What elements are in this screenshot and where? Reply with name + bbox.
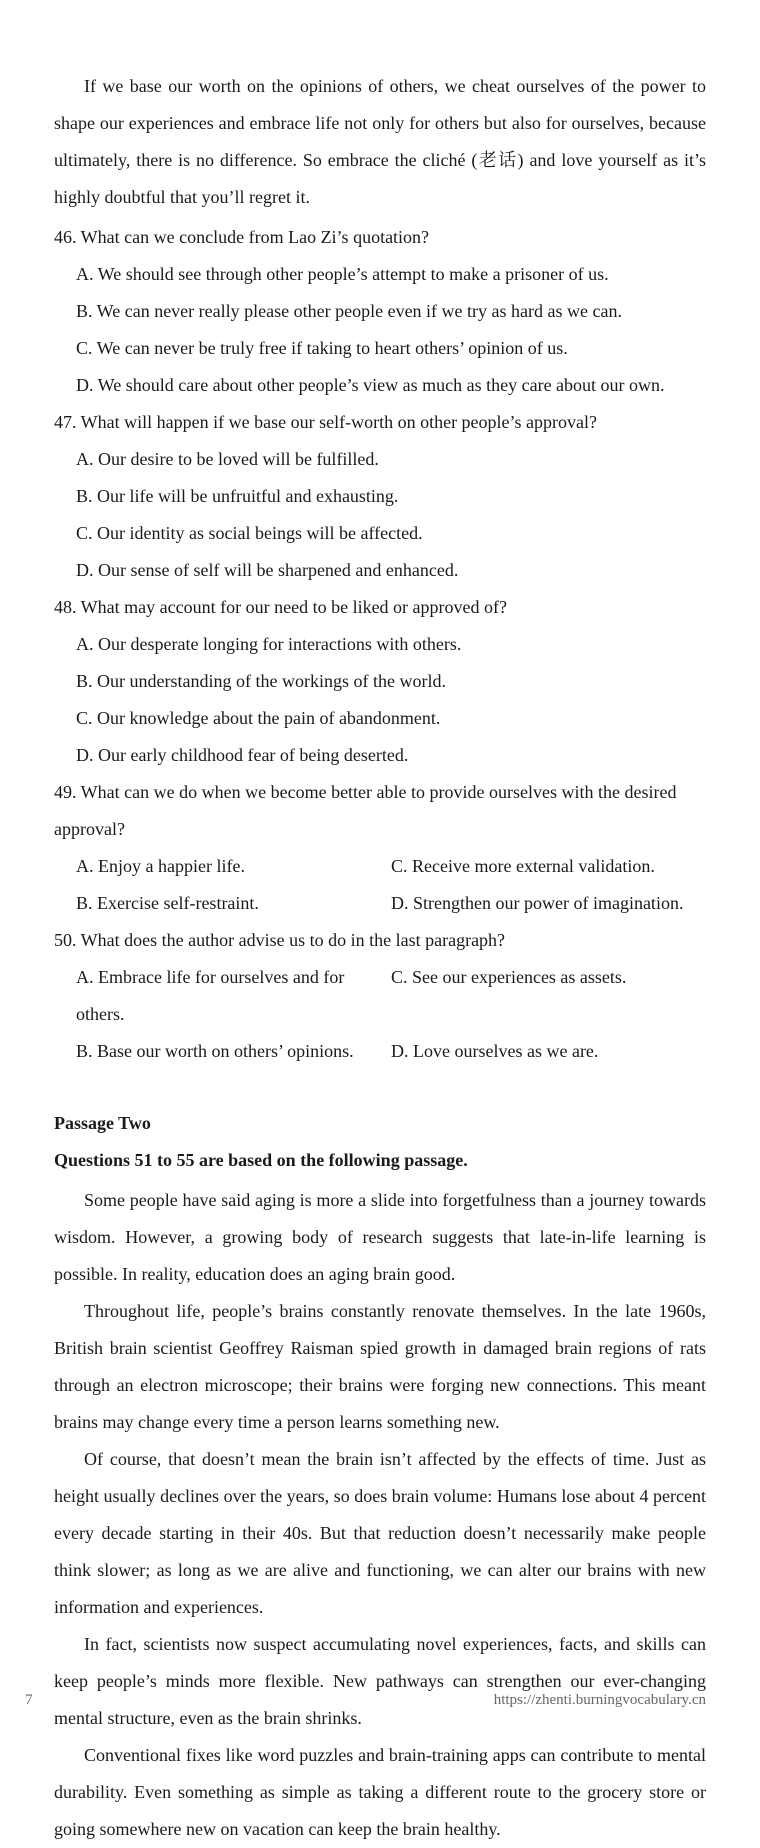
question-stem: 49. What can we do when we become better able to provide ourselves with the desired approval? — [54, 782, 677, 839]
question-stem: 46. What can we conclude from Lao Zi’s quotation? — [54, 227, 430, 247]
question-stem: 50. What does the author advise us to do in the last paragraph? — [54, 930, 506, 950]
passage-paragraph: Some people have said aging is more a slide into forgetfulness than a journey towards wisdom. However, a growing body of research suggests that late-in-life learning is possible. In reality, education does an aging brain good. — [54, 1190, 706, 1284]
option-row — [76, 959, 706, 1033]
passage-paragraph: Of course, that doesn’t mean the brain isn’t affected by the effects of time. Just as height usually declines over the years, so does brain volume: Humans lose about 4 percent every decade starting in their 40s. But that reduction doesn’t necessarily make people think slower; as long as we are alive and functioning, we can alter our brains with new information and experiences. — [54, 1449, 706, 1617]
answer-option: C. Our identity as social beings will be affected. — [76, 523, 423, 543]
footer-url: https://zhenti.burningvocabulary.cn — [493, 1692, 706, 1708]
page-content — [54, 68, 706, 1848]
answer-option: D. Our early childhood fear of being deserted. — [76, 745, 409, 765]
passage-paragraph: In fact, scientists now suspect accumulating novel experiences, facts, and skills can keep people’s minds more flexible. New pathways can strengthen our ever-changing mental structure, even as the brain shrinks. — [54, 1634, 706, 1728]
question-stem: 47. What will happen if we base our self-worth on other people’s approval? — [54, 412, 598, 432]
passage-paragraph: Conventional fixes like word puzzles and brain-training apps can contribute to mental durability. Even something as simple as taking a different route to the grocery store or going somewhere new on vacation can keep the brain healthy. — [54, 1745, 706, 1839]
answer-option: A. We should see through other people’s attempt to make a prisoner of us. — [76, 264, 609, 284]
answer-option: D. Love ourselves as we are. — [391, 1041, 599, 1061]
answer-option: B. Base our worth on others’ opinions. — [76, 1041, 354, 1061]
answer-option: B. Exercise self-restraint. — [76, 893, 259, 913]
answer-option: C. Our knowledge about the pain of abandonment. — [76, 708, 441, 728]
page-number: 7 — [25, 1692, 33, 1708]
passage-paragraph: If we base our worth on the opinions of others, we cheat ourselves of the power to shape our experiences and embrace life not only for others but also for ourselves, because ultimately, there is no difference. So embrace the cliché (老话) and love yourself as it’s highly doubtful that you’ll regret it. — [54, 76, 706, 207]
question-list — [54, 219, 706, 1070]
answer-option: A. Our desire to be loved will be fulfilled. — [76, 449, 379, 469]
answer-option: C. See our experiences as assets. — [391, 967, 627, 987]
answer-option: C. Receive more external validation. — [391, 856, 655, 876]
answer-option: A. Our desperate longing for interactions with others. — [76, 634, 462, 654]
option-row — [76, 848, 706, 885]
answer-option: C. We can never be truly free if taking to heart others’ opinion of us. — [76, 338, 568, 358]
answer-option: B. Our life will be unfruitful and exhausting. — [76, 486, 399, 506]
passage-instruction: Questions 51 to 55 are based on the following passage. — [54, 1150, 468, 1170]
passage-paragraph: Throughout life, people’s brains constantly renovate themselves. In the late 1960s, British brain scientist Geoffrey Raisman spied growth in damaged brain regions of rats through an electron microscope; their brains were forging new connections. This meant brains may change every time a person learns something new. — [54, 1301, 706, 1432]
passage-title: Passage Two — [54, 1113, 151, 1133]
answer-option: A. Enjoy a happier life. — [76, 856, 245, 876]
option-row — [76, 1033, 706, 1070]
answer-option: D. Strengthen our power of imagination. — [391, 893, 684, 913]
question-stem: 48. What may account for our need to be liked or approved of? — [54, 597, 508, 617]
answer-option: B. We can never really please other people even if we try as hard as we can. — [76, 301, 622, 321]
option-row — [76, 885, 706, 922]
answer-option: D. We should care about other people’s view as much as they care about our own. — [76, 375, 665, 395]
answer-option: B. Our understanding of the workings of the world. — [76, 671, 446, 691]
answer-option: A. Embrace life for ourselves and for others. — [76, 967, 345, 1024]
answer-option: D. Our sense of self will be sharpened and enhanced. — [76, 560, 459, 580]
